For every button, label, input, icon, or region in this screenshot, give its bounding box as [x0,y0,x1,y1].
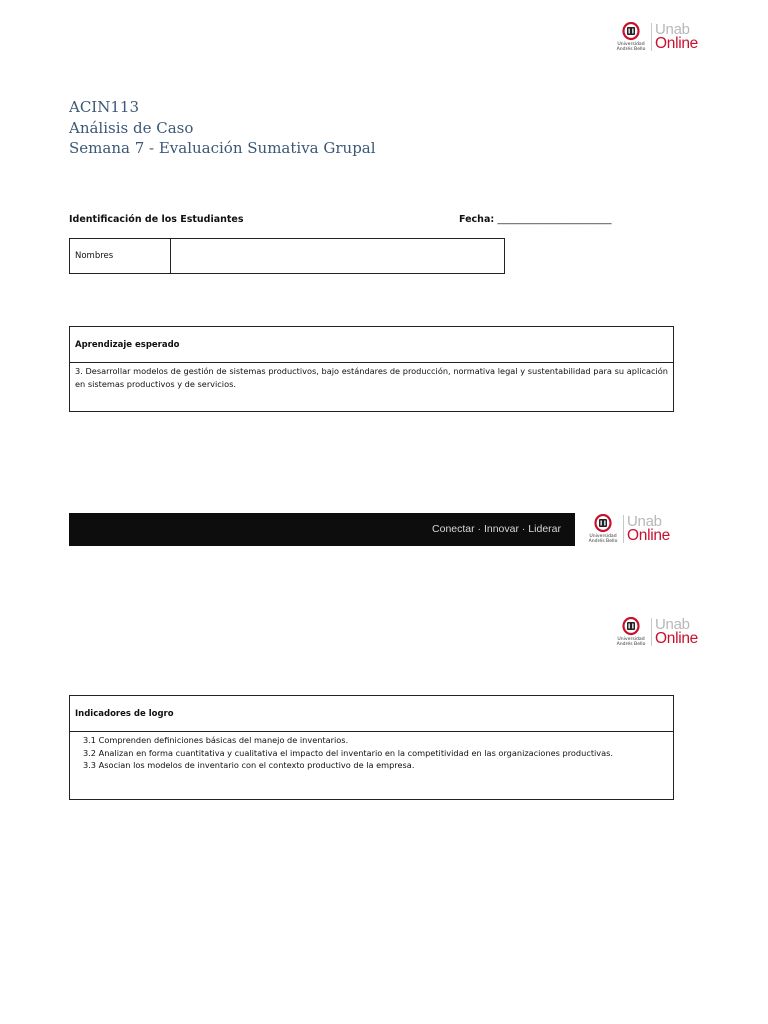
banner-tagline: Conectar · Innovar · Liderar [432,523,561,535]
seal-icon [622,22,640,42]
indicator-item: 3.1 Comprenden definiciones básicas del manejo de inventarios. [83,735,349,745]
indicators-box [69,695,674,800]
university-name-line-1: Universidad [617,637,645,642]
names-input-cell[interactable] [171,239,505,274]
university-seal [614,22,648,52]
document-title-block [69,97,376,159]
logo-online-text: Online [655,630,699,647]
indicators-heading: Indicadores de logro [70,696,673,732]
seal-icon [594,514,612,534]
university-seal [614,617,648,647]
date-label: Fecha: [459,214,495,225]
course-code: ACIN113 [69,98,139,116]
document-title: Análisis de Caso [69,118,194,137]
university-name-line-2: Andrés Bello [588,539,618,544]
university-seal [586,514,620,544]
logo-online-text: Online [627,527,671,544]
document-subtitle: Semana 7 - Evaluación Sumativa Grupal [69,139,376,157]
logo-online-text: Online [655,35,699,52]
unab-online-logo-banner [586,514,670,544]
logo-divider [651,618,652,646]
indicators-list [70,732,673,772]
names-label: Nombres [70,239,171,274]
logo-unab-text: Unab [627,513,662,530]
students-id-label: Identificación de los Estudiantes [69,214,244,225]
learning-outcome-box [69,326,674,412]
indicator-item: 3.2 Analizan en forma cuantitativa y cualitativa el impacto del inventario en la competitividad en las organizaciones productivas. [83,747,614,758]
learning-outcome-text: 3. Desarrollar modelos de gestión de sistemas productivos, bajo estándares de producción, normativa legal y sustentabilidad para su aplicación en sistemas productivos y de servicios. [75,366,668,389]
indicator-item: 3.3 Asocian los modelos de inventario con el contexto productivo de la empresa. [83,760,415,770]
footer-banner [69,513,575,546]
date-blank-line[interactable]: ________________________ [497,214,612,225]
university-name-line-2: Andrés Bello [616,642,646,647]
date-field [459,214,611,225]
seal-icon [622,617,640,637]
learning-outcome-heading: Aprendizaje esperado [70,327,673,363]
university-name-line-2: Andrés Bello [616,47,646,52]
unab-online-logo-top [614,22,698,52]
logo-divider [623,515,624,543]
university-name-line-1: Universidad [589,534,617,539]
logo-unab-text: Unab [655,616,690,633]
logo-divider [651,23,652,51]
names-table [69,238,505,274]
university-name-line-1: Universidad [617,42,645,47]
unab-online-logo-page2 [614,617,698,647]
logo-unab-text: Unab [655,21,690,38]
